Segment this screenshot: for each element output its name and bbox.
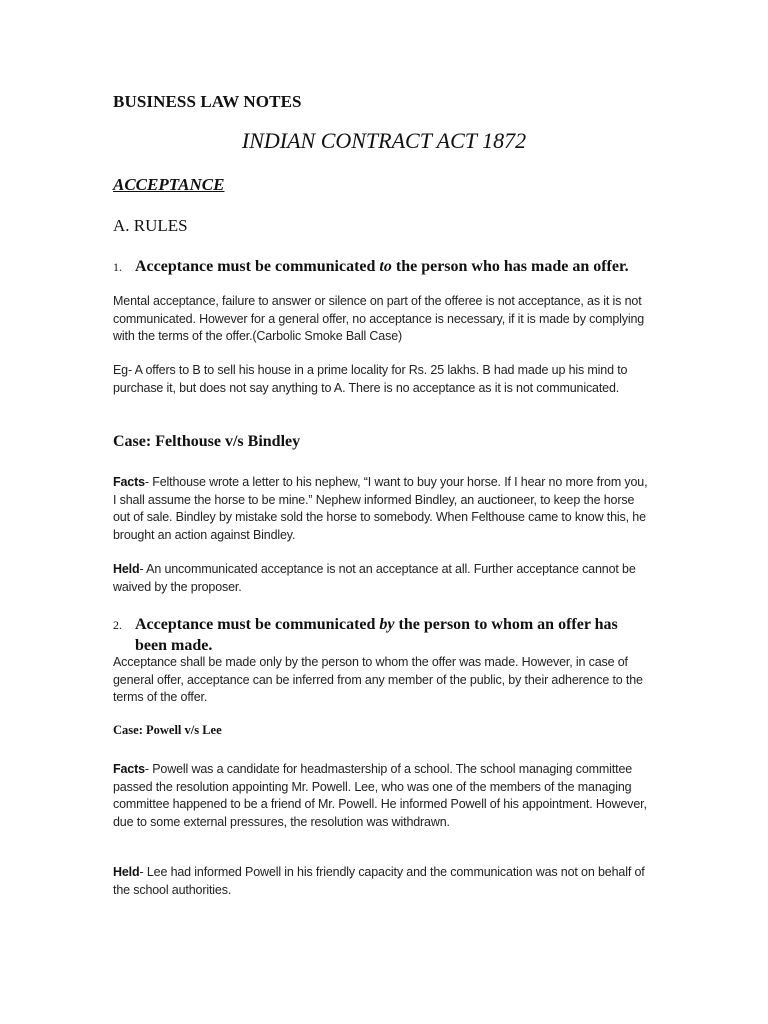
rule-1-text: Acceptance must be communicated to the person who has made an offer.	[135, 258, 629, 275]
case-2-title: Case: Powell v/s Lee	[113, 723, 222, 737]
rule-2-number: 2.	[113, 618, 122, 632]
rule-1-emphasis: to	[379, 258, 392, 275]
rule-1-explanation: Mental acceptance, failure to answer or silence on part of the offeree is not acceptance, as it is not communicated. However for a general offer, no acceptance is necessary, if it is made by complying with the terms of the offer.(Carbolic Smoke Ball Case)	[113, 294, 645, 343]
rule-1-example: Eg- A offers to B to sell his house in a prime locality for Rs. 25 lakhs. B had made up his mind to purchase it, but does not say anything to A. There is no acceptance as it is not communicated.	[113, 363, 628, 395]
case-2-facts-label: Facts	[113, 762, 145, 776]
rule-2-text: Acceptance must be communicated by the person to whom an offer has been made.	[135, 616, 618, 654]
case-2-held: Held- Lee had informed Powell in his friendly capacity and the communication was not on behalf of the school authorities.	[113, 865, 645, 897]
case-2-facts: Facts- Powell was a candidate for headmastership of a school. The school managing committee passed the resolution appointing Mr. Powell. Lee, who was one of the members of the managing committee happened to be a friend of Mr. Powell. He informed Powell of his appointment. However, due to some external pressures, the resolution was withdrawn.	[113, 762, 647, 829]
section-title: ACCEPTANCE	[113, 175, 225, 194]
case-2-held-label: Held	[113, 865, 140, 879]
act-title: INDIAN CONTRACT ACT 1872	[241, 128, 527, 153]
case-1-facts: Facts- Felthouse wrote a letter to his nephew, “I want to buy your horse. If I hear no more from you, I shall assume the horse to be mine.” Nephew informed Bindley, an auctioneer, to keep the horse out of sale. Bindley by mistake sold the horse to somebody. When Felthouse came to know this, he brought an action against Bindley.	[113, 475, 648, 542]
rule-2-emphasis: by	[379, 616, 395, 633]
rule-2-explanation: Acceptance shall be made only by the person to whom the offer was made. However, in case of general offer, acceptance can be inferred from any member of the public, by their adherence to the terms of the offer.	[113, 655, 643, 704]
rule-2-heading	[113, 614, 653, 656]
case-1-facts-label: Facts	[113, 475, 145, 489]
case-1-held-label: Held	[113, 562, 140, 576]
case-1-held: Held- An uncommunicated acceptance is not an acceptance at all. Further acceptance cannot be waived by the proposer.	[113, 562, 636, 594]
case-1-title: Case: Felthouse v/s Bindley	[113, 433, 301, 450]
rule-1-number: 1.	[113, 260, 122, 274]
document-title: BUSINESS LAW NOTES	[113, 92, 302, 111]
rules-heading: A. RULES	[113, 216, 188, 235]
rule-1-heading	[113, 256, 653, 277]
